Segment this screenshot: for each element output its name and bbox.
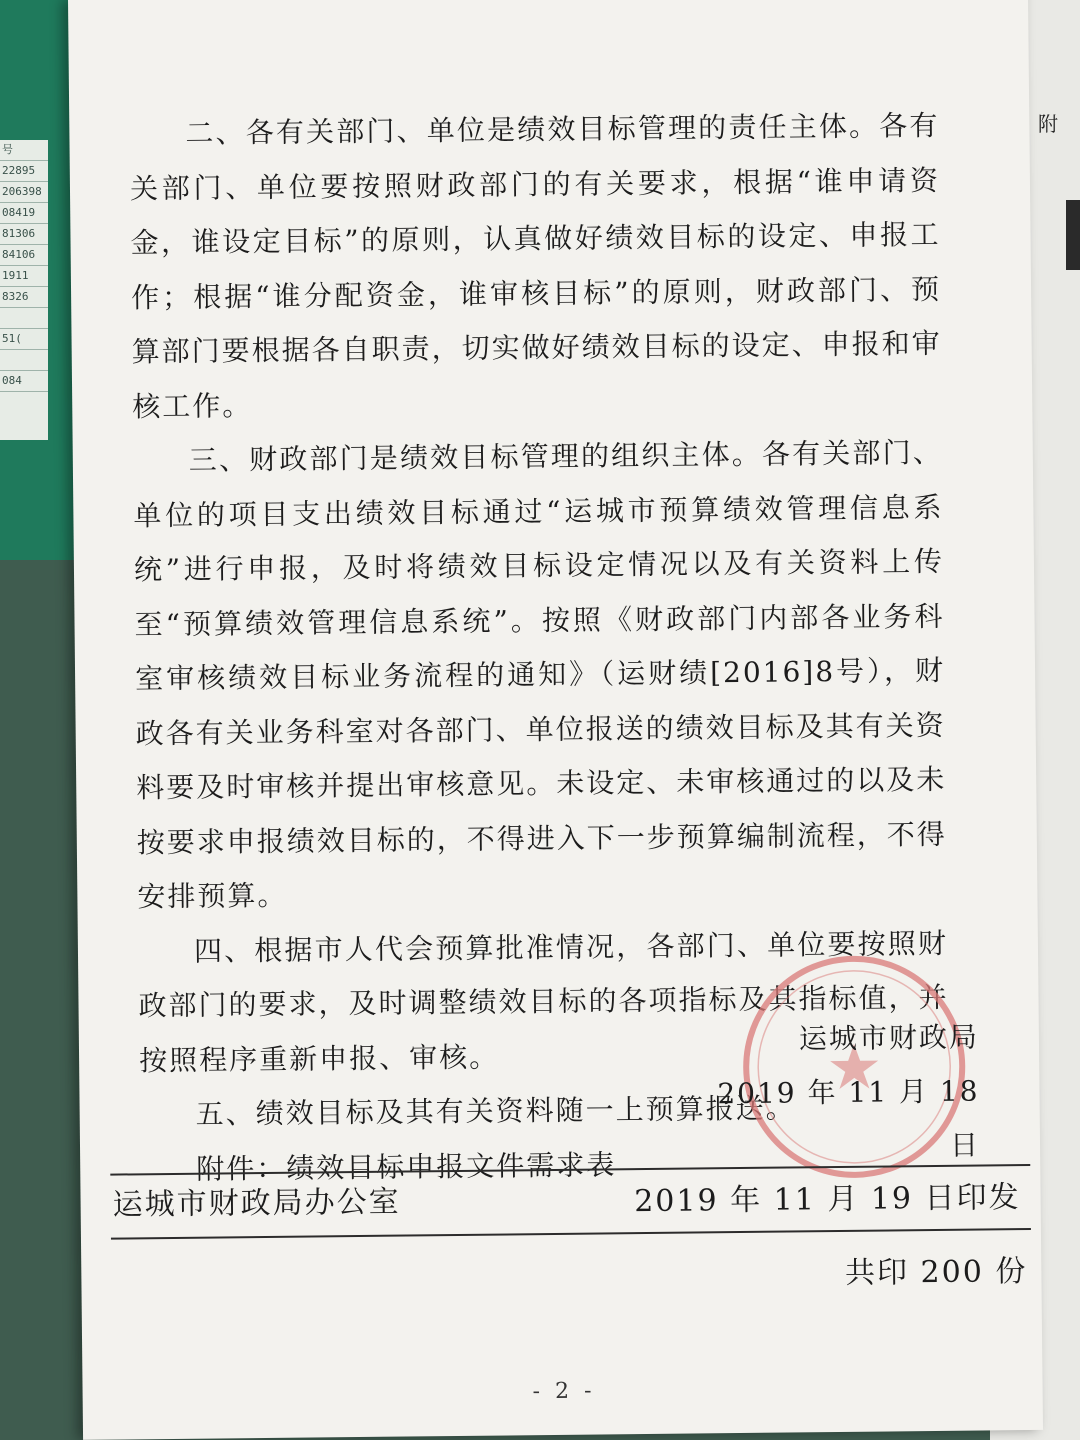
- left-table-cell: 51(: [0, 329, 48, 350]
- paragraph-3: 三、财政部门是绩效目标管理的组织主体。各有关部门、单位的项目支出绩效目标通过“运城市预算绩效管理信息系统”进行申报，及时将绩效目标设定情况以及有关资料上传至“预算绩效管理信息系统”。按照《财政部门内部各业务科室审核绩效目标业务流程的通知》（运财绩[2016]8号），财政各有关业务科室对各部门、单位报送的绩效目标及其有关资料要及时审核并提出审核意见。未设定、未审核通过的以及未按要求申报绩效目标的，不得进入下一步预算编制流程，不得安排预算。: [133, 435, 947, 914]
- left-table-cell: 22895: [0, 161, 48, 182]
- document-page: [68, 0, 1043, 1440]
- footer-copies: 共印 200 份: [844, 1254, 1028, 1291]
- signature-block: [679, 1011, 981, 1176]
- left-table-cell: 84106: [0, 245, 48, 266]
- paragraph-4: 四、根据市人代会预算批准情况，各部门、单位要按照财政部门的要求，及时调整绩效目标的各项指标及其指标值，并按照程序重新申报、审核。: [138, 926, 949, 1077]
- paragraph-5: 五、绩效目标及其有关资料随一上预算报送。: [195, 1091, 796, 1131]
- left-table-cell: 206398: [0, 182, 48, 203]
- left-table-cell: [0, 350, 48, 371]
- left-table-cell: 1911: [0, 266, 48, 287]
- left-table-cell: [0, 308, 48, 329]
- left-table-cell: 08419: [0, 203, 48, 224]
- paragraph-2: 二、各有关部门、单位是绩效目标管理的责任主体。各有关部门、单位要按照财政部门的有关要求，根据“谁申请资金，谁设定目标”的原则，认真做好绩效目标的设定、申报工作；根据“谁分配资金，谁审核目标”的原则，财政部门、预算部门要根据各自职责，切实做好绩效目标的设定、申报和审核工作。: [129, 108, 942, 423]
- footer-print-date: 2019 年 11 月 19 日印发: [634, 1180, 1021, 1220]
- footer-rule-bottom: [111, 1228, 1031, 1240]
- left-table-cell: 81306: [0, 224, 48, 245]
- issue-date: 2019 年 11 月 18 日: [717, 1074, 981, 1162]
- issuer-name: 运城市财政局: [798, 1020, 980, 1056]
- attachment-line: 附件：绩效目标申报文件需求表: [196, 1147, 617, 1186]
- footer-office: 运城市财政局办公室: [112, 1184, 401, 1223]
- left-table-cell: 084: [0, 371, 48, 392]
- page-number: - 2 -: [532, 1378, 596, 1405]
- right-sheet-edge-char: 附: [1038, 112, 1058, 136]
- left-table-fragment: [0, 140, 48, 440]
- left-table-cell: 8326: [0, 287, 48, 308]
- left-table-header: 号: [0, 140, 48, 161]
- right-sheet-edge-shadow: [1066, 200, 1080, 270]
